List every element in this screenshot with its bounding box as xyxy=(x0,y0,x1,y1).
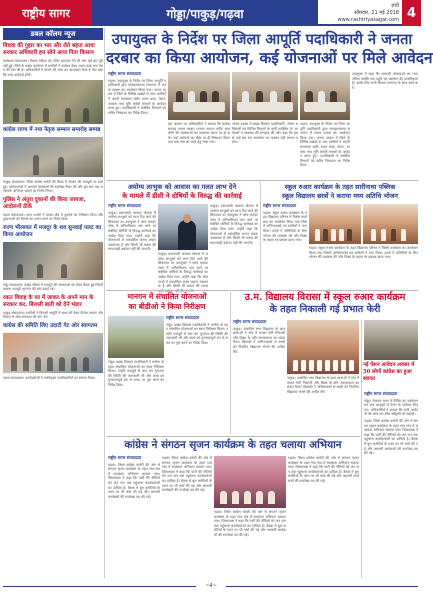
bdo-body: गोड्डा। प्रखंड विकास पदाधिकारी ने मनरेगा के तहत संचालित योजनाओं का स्थल निरीक्षण किया। उन्होंने मजदूरों से बात कर भुगतान की स्थिति की जानकारी ली और कार्य को गुणवत्तापूर्ण ढंग से समय पर पूरा करने का निर्देश दिया। xyxy=(166,322,229,345)
congress-body-end: गढ़वा। जिला कांग्रेस कमेटी की ओर से संगठन सृजन कार्यक्रम के तहत गांव गांव में सदस्यता अभियान चलाया गया। जिलाध्यक्ष ने कहा कि पार्टी की नीतियों को जन जन तक पहुंचाना कार्यकर्ताओं का दायित्व है। बैठक में बूथ कमेटियों के गठन पर भी चर्चा की गई और आगामी कार्यक्रमों की रूपरेखा तय की गई। xyxy=(288,456,359,483)
side-body-more: गढ़वा। जिला कांग्रेस कमेटी की ओर से संगठन सृजन कार्यक्रम के तहत गांव गांव में सदस्यता अभियान चलाया गया। जिलाध्यक्ष ने कहा कि पार्टी की नीतियों को जन जन तक पहुंचाना कार्यकर्ताओं का दायित्व है। बैठक में बूथ कमेटियों के गठन पर भी चर्चा की गई और आगामी कार्यक्रमों की रूपरेखा तय की गई। xyxy=(364,418,418,456)
left-story-6 xyxy=(3,323,103,381)
left-story-3 xyxy=(3,197,103,222)
rally-headline-line-2: के तहत निकाली गई प्रभात फेरी xyxy=(269,304,381,315)
section-rule xyxy=(106,180,418,181)
lead-column-1 xyxy=(108,72,166,176)
congress-body-continued: गढ़वा। जिला कांग्रेस कमेटी की ओर से संगठन सृजन कार्यक्रम के तहत गांव गांव में सदस्यता अभियान चलाया गया। जिलाध्यक्ष ने कहा कि पार्टी की नीतियों को जन जन तक पहुंचाना कार्यकर्ताओं का दायित्व है। बैठक में बूथ कमेटियों के गठन पर भी चर्चा की गई और आगामी कार्यक्रमों की रूपरेखा तय की गई। xyxy=(162,456,212,493)
rally-headline[interactable] xyxy=(232,292,418,316)
left-story-5 xyxy=(3,295,103,320)
left-story-photo xyxy=(3,333,103,373)
lead-headline-line-1: उपायुक्त के निर्देश पर जिला आपूर्ति पदाधिकारी ने जनता xyxy=(111,31,413,48)
side-body: गोड्डा। पंचायत भवन में शिविर का आयोजन कर पात्र लाभुकों से पेंशन के आवेदन लिए गए। अधिकारियों ने बताया कि सभी आवेदनों की जांच कर शीघ्र स्वीकृति दी जाएगी। xyxy=(364,398,418,417)
left-story-4 xyxy=(3,225,103,292)
website-link[interactable]: www.rashtriyasagar.com xyxy=(337,17,399,23)
lead-body-d: उपायुक्त ने कहा कि सरकारी योजनाओं का लाभ अंतिम व्यक्ति तक पहुंचे यह प्रशासन की प्राथमिकता है। इसके लिए सभी विभाग समन्वय के साथ कार्य करें। xyxy=(352,72,418,90)
lead-headline[interactable] xyxy=(106,30,433,68)
congress-photo-meeting xyxy=(214,456,286,508)
congress-column-2 xyxy=(162,456,212,578)
congress-headline[interactable]: कांग्रेस ने संगठन सृजन कार्यक्रम के तहत चलाया अभियान xyxy=(124,439,342,451)
left-story-headline[interactable]: कांग्रेस की समिति लिए उदाटी गेट ओर स्वागतम xyxy=(3,322,98,329)
side-photo xyxy=(364,320,418,360)
left-story-2 xyxy=(3,127,103,194)
column-divider xyxy=(260,182,261,290)
left-story-1 xyxy=(3,43,103,124)
lead-headline-line-2: दरबार का किया आयोजन, कई योजनाओं पर मिले आवेदन xyxy=(106,49,433,67)
left-story-headline[interactable]: राज्य भीलायत में मजदूर के शव सुनवाई पलट का किया आयोजन xyxy=(3,224,102,238)
lead-column-4 xyxy=(352,72,418,176)
lead-photo-meeting-1 xyxy=(168,72,230,120)
lead-column-2 xyxy=(168,122,230,176)
awas-column-1 xyxy=(108,204,156,286)
congress-column-3 xyxy=(214,510,286,578)
lead-photo-meeting-2 xyxy=(232,72,298,120)
school-column-1 xyxy=(263,204,307,286)
awas-headline-line-2: के मामले में डीसी ने दोषियों के विरुद्ध की कार्रवाई xyxy=(122,192,242,200)
edition-city: रांची xyxy=(391,3,399,9)
awas-byline: राष्ट्रीय सागर संवाददाता xyxy=(108,203,142,208)
congress-byline: राष्ट्रीय सागर संवाददाता xyxy=(108,455,142,460)
left-story-headline[interactable]: विधवा की गुहार का भार और लेते बहता आया सरकार अधिकारी हम सोने आज पिता किसान xyxy=(3,43,95,56)
lead-column-3 xyxy=(232,122,298,176)
lead-byline: राष्ट्रीय सागर संवाददाता xyxy=(108,71,142,76)
awas-body: पाकुड़। प्रधानमंत्री आवास योजना में अयोग्य लाभुकों को लाभ दिए जाने की शिकायत पर उपायुक्त ने जांच कराई। जांच में अनियमितता पाए जाने पर संबंधित कर्मियों के विरुद्ध कार्रवाई का आदेश दिया गया। उन्होंने कहा कि योजनाओं में पारदर्शिता बनाए रखना आवश्यक है और किसी भी प्रकार की लापरवाही बर्दाश्त नहीं की जाएगी। xyxy=(108,210,156,252)
lead-column-5 xyxy=(300,122,350,176)
rally-photo-procession xyxy=(287,320,359,374)
column-divider xyxy=(104,28,105,578)
rally-headline-line-1: उ.म. विद्यालय विरासा में स्कूल रुआर कार्यक्रम xyxy=(244,292,406,303)
left-story-body: पाकुड़ संवाददाता। जिला कांग्रेस कमेटी की बैठक में संगठन की मजबूती पर चर्चा हुई। कार्यकर्ताओं ने आगामी कार्यक्रमों की रूपरेखा तैयार की और बूथ स्तर तक जनसंपर्क अभियान चलाने का निर्णय लिया। xyxy=(3,180,103,193)
left-story-body: गढ़वा संवाददाता। थाना प्रभारी ने बाजार क्षेत्र में दुकानों का निरीक्षण किया और दुकानदारों को नियमों का पालन करने का निर्देश दिया। xyxy=(3,212,103,221)
side-headline[interactable]: नई पेंशन आवेदन अवसर में 50 लोगों कांग्रेस का हुआ स्वागत xyxy=(363,362,415,382)
awas-photo-officer xyxy=(158,204,208,250)
left-news-column xyxy=(3,28,103,576)
dateline xyxy=(318,0,402,26)
left-story-photo xyxy=(3,80,103,124)
left-story-body: चाईबासा संवाददाता। विधवा महिला को उचित सहायता देने की मांग कई बार पूरी नहीं हुई। जिले के प्रखंड कार्यालय में ग्रामीणों ने आवेदन देकर राशन कार्ड तथा पेंशन की मांग की है। अधिकारियों ने मामले की जांच का आश्वासन दिया है और कहा कि जल्द कार्रवाई होगी। xyxy=(3,59,103,77)
bdo-headline-line-2: का बीडीओ ने किया निरीक्षण xyxy=(128,302,206,311)
left-story-photo xyxy=(3,242,103,280)
footer-page-marker: ~4~ xyxy=(196,581,226,591)
awas-headline[interactable] xyxy=(106,183,258,201)
rally-column-2 xyxy=(287,376,359,434)
lead-body-a: गढ़वा। उपायुक्त के निर्देश पर जिला आपूर्ति पदाधिकारी द्वारा समाहरणालय सभागार में जनता दरबार का आयोजन किया गया। जनता दरबार में जिले के विभिन्न प्रखंडों से आए ग्रामीणों ने अपनी समस्याएं रखीं। राशन कार्ड, पेंशन, आवास तथा भूमि संबंधी मामलों के आवेदन प्राप्त हुए। पदाधिकारी ने संबंधित विभागों को त्वरित निष्पादन का निर्देश दिया। xyxy=(108,78,166,115)
awas-column-2 xyxy=(158,252,208,289)
school-column-2 xyxy=(309,246,418,286)
congress-body: गढ़वा। जिला कांग्रेस कमेटी की ओर से संगठन सृजन कार्यक्रम के तहत गांव गांव में सदस्यता अभियान चलाया गया। जिलाध्यक्ष ने कहा कि पार्टी की नीतियों को जन जन तक पहुंचाना कार्यकर्ताओं का दायित्व है। बैठक में बूथ कमेटियों के गठन पर भी चर्चा की गई और आगामी कार्यक्रमों की रूपरेखा तय की गई। xyxy=(108,462,160,499)
awas-column-3 xyxy=(210,204,258,286)
congress-column-4 xyxy=(288,456,359,578)
rally-column-1 xyxy=(233,320,285,434)
section-title: गोड्डा/पाकुड़/गढ़वा xyxy=(92,0,318,26)
column-divider xyxy=(361,320,362,578)
school-headline-line-2: स्कूल विद्यालय छात्रों ने कराया मध्य अतिथि भोजन xyxy=(282,192,398,200)
left-story-headline[interactable]: पुलिस ने अंतुरा दुकानों की किया जायजा, आंदोलनों ठीकें xyxy=(3,196,86,210)
column-divider xyxy=(230,292,231,434)
rally-body: पाकुड़। उत्क्रमित मध्य विद्यालय के छात्र छात्राओं ने गांव में प्रभात फेरी निकाली और शिक्षा के प्रति जागरूकता का संदेश दिया। शिक्षकों ने अभिभावकों से बच्चों को नियमित विद्यालय भेजने की अपील की। xyxy=(233,326,285,354)
school-body-continued: गढ़वा। स्कूल रुआर कार्यक्रम के तहत विद्यालय परिसर में विशेष कार्यक्रम का आयोजन किया गया जिसमें अभिभावकों एवं ग्रामीणों ने भाग लिया। छात्रों ने अतिथियों के लिए भोजन की व्यवस्था की और शिक्षा के महत्व पर प्रकाश डाला गया। xyxy=(309,246,418,260)
congress-body-more: गढ़वा। जिला कांग्रेस कमेटी की ओर से संगठन सृजन कार्यक्रम के तहत गांव गांव में सदस्यता अभियान चलाया गया। जिलाध्यक्ष ने कहा कि पार्टी की नीतियों को जन जन तक पहुंचाना कार्यकर्ताओं का दायित्व है। बैठक में बूथ कमेटियों के गठन पर भी चर्चा की गई और आगामी कार्यक्रमों की रूपरेखा तय की गई। xyxy=(214,510,286,537)
side-column xyxy=(364,392,418,578)
school-photo-2 xyxy=(363,204,418,244)
left-story-headline[interactable]: कांग्रेस राज्य में नया नेतृत्व सम्मान समारोह सम्पन्न xyxy=(3,127,101,133)
bdo-headline[interactable] xyxy=(106,292,228,312)
section-rule xyxy=(106,436,360,437)
school-byline: राष्ट्रीय सागर संवाददाता xyxy=(263,203,297,208)
section-rule xyxy=(106,290,418,291)
bdo-headline-line-1: मानगन में संचालित योजनाओं xyxy=(127,292,207,301)
lead-body-b: इस अवसर पर अधिकारियों ने बताया कि प्रत्येक सप्ताह जनता दरबार लगाया जाएगा ताकि आम लोगों की समस्याओं का समाधान समय पर हो सके। कई आवेदनों का मौके पर ही निष्पादन किया गया तथा शेष को जांच हेतु भेजा गया। xyxy=(168,122,230,145)
school-headline[interactable] xyxy=(262,183,418,201)
brand-logo: राष्ट्रीय सागर xyxy=(0,0,92,26)
bdo-photo-field xyxy=(108,316,164,358)
page-number: 4 xyxy=(402,0,421,26)
left-story-body: गढ़वा संवाददाता। कार्यकर्ताओं ने नवनियुक्त पदाधिकारियों का स्वागत किया। xyxy=(3,375,96,380)
desk-title: डबल कॉलम न्यूज xyxy=(3,28,103,40)
bdo-column-1 xyxy=(166,316,228,434)
bdo-body-continued: गोड्डा। प्रखंड विकास पदाधिकारी ने मनरेगा के तहत संचालित योजनाओं का स्थल निरीक्षण किया। उन्होंने मजदूरों से बात कर भुगतान की स्थिति की जानकारी ली और कार्य को गुणवत्तापूर्ण ढंग से समय पर पूरा करने का निर्देश दिया। xyxy=(108,360,164,387)
school-photo-1 xyxy=(309,204,361,244)
school-body: गढ़वा। स्कूल रुआर कार्यक्रम के तहत विद्यालय परिसर में विशेष कार्यक्रम का आयोजन किया गया जिसमें अभिभावकों एवं ग्रामीणों ने भाग लिया। छात्रों ने अतिथियों के लिए भोजन की व्यवस्था की और शिक्षा के महत्व पर प्रकाश डाला गया। xyxy=(263,210,307,243)
side-byline: राष्ट्रीय सागर संवाददाता xyxy=(364,391,398,396)
left-story-headline[interactable]: रकत विवाह के घर में जाकर के अपने मान के सरकार कर, बिजली बाती को देने भंडार xyxy=(3,294,94,308)
lead-photo-meeting-3 xyxy=(300,72,350,120)
awas-body-continued: पाकुड़। प्रधानमंत्री आवास योजना में अयोग्य लाभुकों को लाभ दिए जाने की शिकायत पर उपायुक्त ने जांच कराई। जांच में अनियमितता पाए जाने पर संबंधित कर्मियों के विरुद्ध कार्रवाई का आदेश दिया गया। उन्होंने कहा कि योजनाओं में पारदर्शिता बनाए रखना आवश्यक है और किसी भी प्रकार की लापर xyxy=(158,252,208,289)
congress-column-1 xyxy=(108,456,160,578)
masthead xyxy=(0,0,421,26)
awas-body-more: पाकुड़। प्रधानमंत्री आवास योजना में अयोग्य लाभुकों को लाभ दिए जाने की शिकायत पर उपायुक्त ने जांच कराई। जांच में अनियमितता पाए जाने पर संबंधित कर्मियों के विरुद्ध कार्रवाई का आदेश दिया गया। उन्होंने कहा कि योजनाओं में पारदर्शिता बनाए रखना आवश्यक है और किसी भी प्रकार की लापरवाही बर्दाश्त नहीं की जाएगी। xyxy=(210,204,258,245)
left-story-body: पाकुड़ संवाददाता। ग्रामीणों ने बिजली आपूर्ति में बाधा को लेकर विरोध जताया और विभाग से शीघ्र समाधान की मांग की। xyxy=(3,310,103,319)
left-story-body: गोड्डा संवाददाता। प्रखंड परिसर में मजदूरों की समस्याओं को लेकर बैठक हुई जिसमें बकाया मजदूरी भुगतान की मांग उठाई गई। xyxy=(3,282,103,291)
bdo-byline: राष्ट्रीय सागर संवाददाता xyxy=(166,315,200,320)
bdo-column-2 xyxy=(108,360,164,434)
school-headline-line-1: स्कूल रुआर कार्यक्रम के तहत सारीनाथा पब्लिक xyxy=(284,183,396,191)
edition-date: सोमवार, 21 मई 2018 xyxy=(354,10,399,16)
lead-body-a-continued: गढ़वा। उपायुक्त के निर्देश पर जिला आपूर्ति पदाधिकारी द्वारा समाहरणालय सभागार में जनता दरबार का आयोजन किया गया। जनता दरबार में जिले के विभिन्न प्रखंडों से आए ग्रामीणों ने अपनी समस्याएं रखीं। राशन कार्ड, पेंशन, आवास तथा भूमि संबंधी मामलों के आवेदन प्राप्त हुए। पदाधिकारी ने संबंधित विभागों को त्वरित निष्पादन का निर्देश दिया। xyxy=(300,122,350,168)
left-story-photo xyxy=(3,137,103,177)
rally-body-continued: पाकुड़। उत्क्रमित मध्य विद्यालय के छात्र छात्राओं ने गांव में प्रभात फेरी निकाली और शिक्षा के प्रति जागरूकता का संदेश दिया। शिक्षकों ने अभिभावकों से बच्चों को नियमित विद्यालय भेजने की अपील की। xyxy=(287,376,359,394)
lead-body-c: जनता दरबार में प्रखंड विकास पदाधिकारी, अंचल अधिकारी एवं विभिन्न विभागों के कर्मी उपस्थित थे। आवेदकों ने व्यवस्था की सराहना की और कहा कि इससे उन्हें बार बार कार्यालय का चक्कर नहीं लगाना पड़ेगा। xyxy=(232,122,298,145)
rally-byline: राष्ट्रीय सागर संवाददाता xyxy=(233,319,267,324)
awas-headline-line-1: अयोग्य लाभुक को आवास का गलत लाभ देने xyxy=(127,183,237,191)
